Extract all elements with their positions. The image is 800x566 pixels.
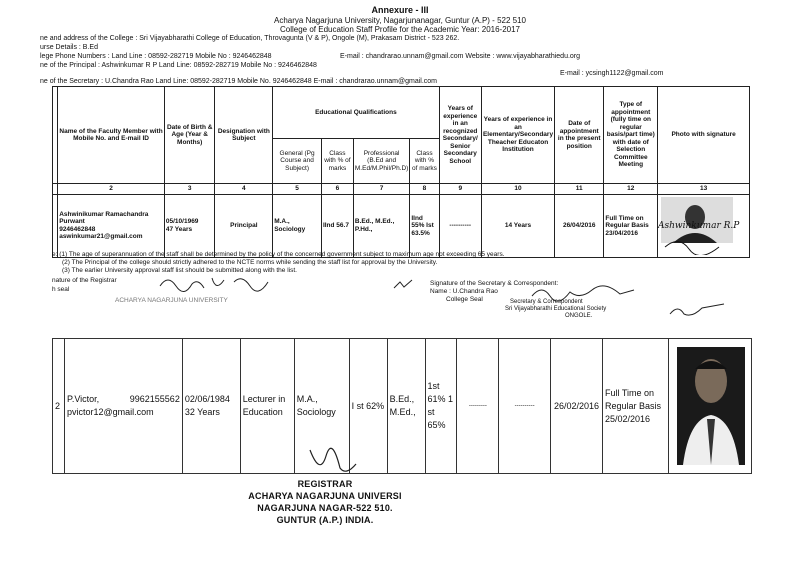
faculty-exp-elem: 14 Years bbox=[481, 194, 554, 258]
stamp-line-1: REGISTRAR bbox=[297, 479, 353, 489]
secretary-name: Name : U.Chandra Rao bbox=[430, 288, 498, 295]
principal-info: ne of the Principal : Ashwinkumar R P Land Line: 08592-282719 Mobile No : 9246462848 bbox=[40, 62, 317, 69]
note-3: (3) The earlier University approval staff list should be submitted along with the list. bbox=[62, 267, 297, 274]
faculty-mobile: 9246462848 bbox=[59, 225, 96, 233]
registrar-stamp-signature bbox=[300, 446, 360, 480]
col-num: 4 bbox=[215, 184, 273, 195]
header-doa: Date of appointment in the present position bbox=[555, 87, 604, 184]
col-num: 11 bbox=[555, 184, 604, 195]
header-class2: Class with % of marks bbox=[410, 139, 439, 184]
registrar-sign-label: nature of the Registrar bbox=[52, 277, 117, 284]
faculty-doa: 26/04/2016 bbox=[555, 194, 604, 258]
header-professional: Professional (B.Ed and M.Ed/M.Phil/Ph.D) bbox=[353, 139, 409, 184]
lecturer-photo bbox=[669, 339, 749, 469]
acharya-stamp-text: ACHARYA NAGARJUNA UNIVERSITY bbox=[115, 297, 228, 304]
faculty-email: aswinkumar21@gmail.com bbox=[59, 233, 143, 241]
faculty-cell bbox=[58, 194, 165, 258]
row2-name: P.Victor, bbox=[66, 394, 100, 404]
row2-faculty-cell bbox=[64, 339, 182, 474]
notes bbox=[52, 251, 505, 275]
header-exp-elem: Years of experience in an Elementary/Secondary Theacher Educaton Institution bbox=[481, 87, 554, 184]
row2-designation: Lecturer in Education bbox=[240, 339, 294, 474]
sec-stamp-1: Secretary & Correspondent bbox=[510, 299, 583, 305]
row2-email: pvictor12@gmail.com bbox=[66, 407, 154, 417]
col-num: 7 bbox=[353, 184, 409, 195]
col-num: 3 bbox=[164, 184, 215, 195]
col-num: 9 bbox=[439, 184, 481, 195]
faculty-exp-senior: ---------- bbox=[439, 194, 481, 258]
faculty-dob: 05/10/1969 bbox=[165, 218, 199, 226]
note-2: (2) The Principal of the college should strictly adhered to the NCTE norms while sending the staff list for approval by the University. bbox=[62, 259, 438, 266]
row2-exp-senior: --------- bbox=[457, 339, 499, 474]
faculty-name: Ashwinikumar Ramachandra Purwant bbox=[59, 210, 149, 226]
stamp-line-2: ACHARYA NAGARJUNA UNIVERSI bbox=[248, 491, 402, 501]
col-num: 8 bbox=[410, 184, 439, 195]
header-class1: Class with % of marks bbox=[321, 139, 353, 184]
faculty-designation: Principal bbox=[215, 194, 273, 258]
extra-signature bbox=[668, 300, 728, 320]
stamp-line-3: NAGARJUNA NAGAR-522 510. bbox=[257, 503, 393, 513]
college-phone: lege Phone Numbers : Land Line : 08592-282719 Mobile No : 9246462848 bbox=[40, 53, 272, 60]
row2-mobile: 9962155562 bbox=[129, 394, 180, 404]
registrar-signature bbox=[158, 272, 278, 296]
row2-dob-cell bbox=[182, 339, 240, 474]
faculty-general: M.A., Sociology bbox=[273, 194, 322, 258]
seal-label: h seal bbox=[52, 286, 70, 293]
university-name: Acharya Nagarjuna University, Nagarjunanagar, Guntur (A.P) - 522 510 bbox=[274, 16, 526, 25]
header-designation: Designation with Subject bbox=[215, 87, 273, 184]
row2-doa: 26/02/2016 bbox=[551, 339, 603, 474]
faculty-age: 47 Years bbox=[165, 225, 193, 233]
secretary-info: ne of the Secretary : U.Chandra Rao Land Line: 08592-282719 Mobile No. 9246462848 E-mail : chandrarao.unnam@gmail.com bbox=[40, 78, 438, 85]
registrar-stamp bbox=[235, 478, 415, 526]
header-dob: Date of Birth & Age (Year & Months) bbox=[164, 87, 215, 184]
staff-table-2 bbox=[52, 338, 752, 474]
header-exp-senior: Years of experience in an recognized Secondary/ Senior Secondary School bbox=[439, 87, 481, 184]
college-seal-label: College Seal bbox=[446, 296, 483, 303]
faculty-class1: IInd 56.7 bbox=[321, 194, 353, 258]
sec-stamp-3: ONGOLE. bbox=[565, 313, 593, 319]
initials-mark bbox=[392, 278, 414, 292]
row2-sl: 2 bbox=[53, 339, 65, 474]
faculty-professional: B.Ed., M.Ed., P.Hd., bbox=[353, 194, 409, 258]
header-type: Type of appointment (fully time on regular basis/part time) with date of Selection Committee Meeting bbox=[604, 87, 658, 184]
sec-stamp-2: Sri Vijayabharathi Educational Society bbox=[505, 306, 607, 312]
secretary-sign-label: Signature of the Secretary & Correspondent: bbox=[430, 280, 559, 287]
course-details: urse Details : B.Ed bbox=[40, 44, 98, 51]
principal-signature: Ashwinkumar R.P bbox=[658, 221, 740, 231]
annexure-title: Annexure - III bbox=[371, 5, 429, 15]
col-num: 2 bbox=[58, 184, 165, 195]
staff-table-1 bbox=[52, 86, 750, 258]
dob-cell bbox=[164, 194, 215, 258]
row2-professional: B.Ed., M.Ed., bbox=[387, 339, 425, 474]
college-email: E-mail : chandrarao.unnam@gmail.com Website : www.vijayabharathiedu.org bbox=[340, 53, 581, 60]
col-num: 6 bbox=[321, 184, 353, 195]
col-num: 10 bbox=[481, 184, 554, 195]
row2-age: 32 Years bbox=[184, 407, 220, 417]
faculty-class2: IInd 55% Ist 63.5% bbox=[410, 194, 439, 258]
stamp-line-4: GUNTUR (A.P.) INDIA. bbox=[276, 515, 374, 525]
principal-email: E-mail : ycsingh1122@gmail.com bbox=[560, 70, 664, 77]
header-name: Name of the Faculty Member with Mobile No. and E-mail ID bbox=[58, 87, 165, 184]
faculty-type: Full Time on Regular Basis 23/04/2016 bbox=[604, 194, 658, 258]
col-num: 12 bbox=[604, 184, 658, 195]
col-num: 13 bbox=[658, 184, 750, 195]
header-photo: Photo with signature bbox=[658, 87, 750, 184]
col-num: 5 bbox=[273, 184, 322, 195]
college-name: ne and address of the College : Sri Vijayabharathi College of Education, Throvagunta (V & P), Ongole (M), Prakasam District - 523 262. bbox=[40, 35, 460, 42]
row2-dob: 02/06/1984 bbox=[184, 394, 230, 404]
row2-class1: I st 62% bbox=[349, 339, 387, 474]
row2-exp-elem: ---------- bbox=[499, 339, 551, 474]
row2-class2: 1st 61% 1 st 65% bbox=[425, 339, 457, 474]
header-edu: Educational Qualifications bbox=[273, 87, 439, 139]
row2-type: Full Time on Regular Basis 25/02/2016 bbox=[603, 339, 669, 474]
row2-general: M.A., Sociology bbox=[294, 339, 349, 474]
profile-title: College of Education Staff Profile for the Academic Year: 2016-2017 bbox=[279, 25, 520, 34]
note-1: e: (1) The age of superannuation of the staff shall be determined by the policy of the concerned government subject to maximum age not exceeding 65 years. bbox=[52, 251, 505, 258]
row2-photo-cell bbox=[668, 339, 751, 474]
header-general: General (Pg Course and Subject) bbox=[273, 139, 322, 184]
